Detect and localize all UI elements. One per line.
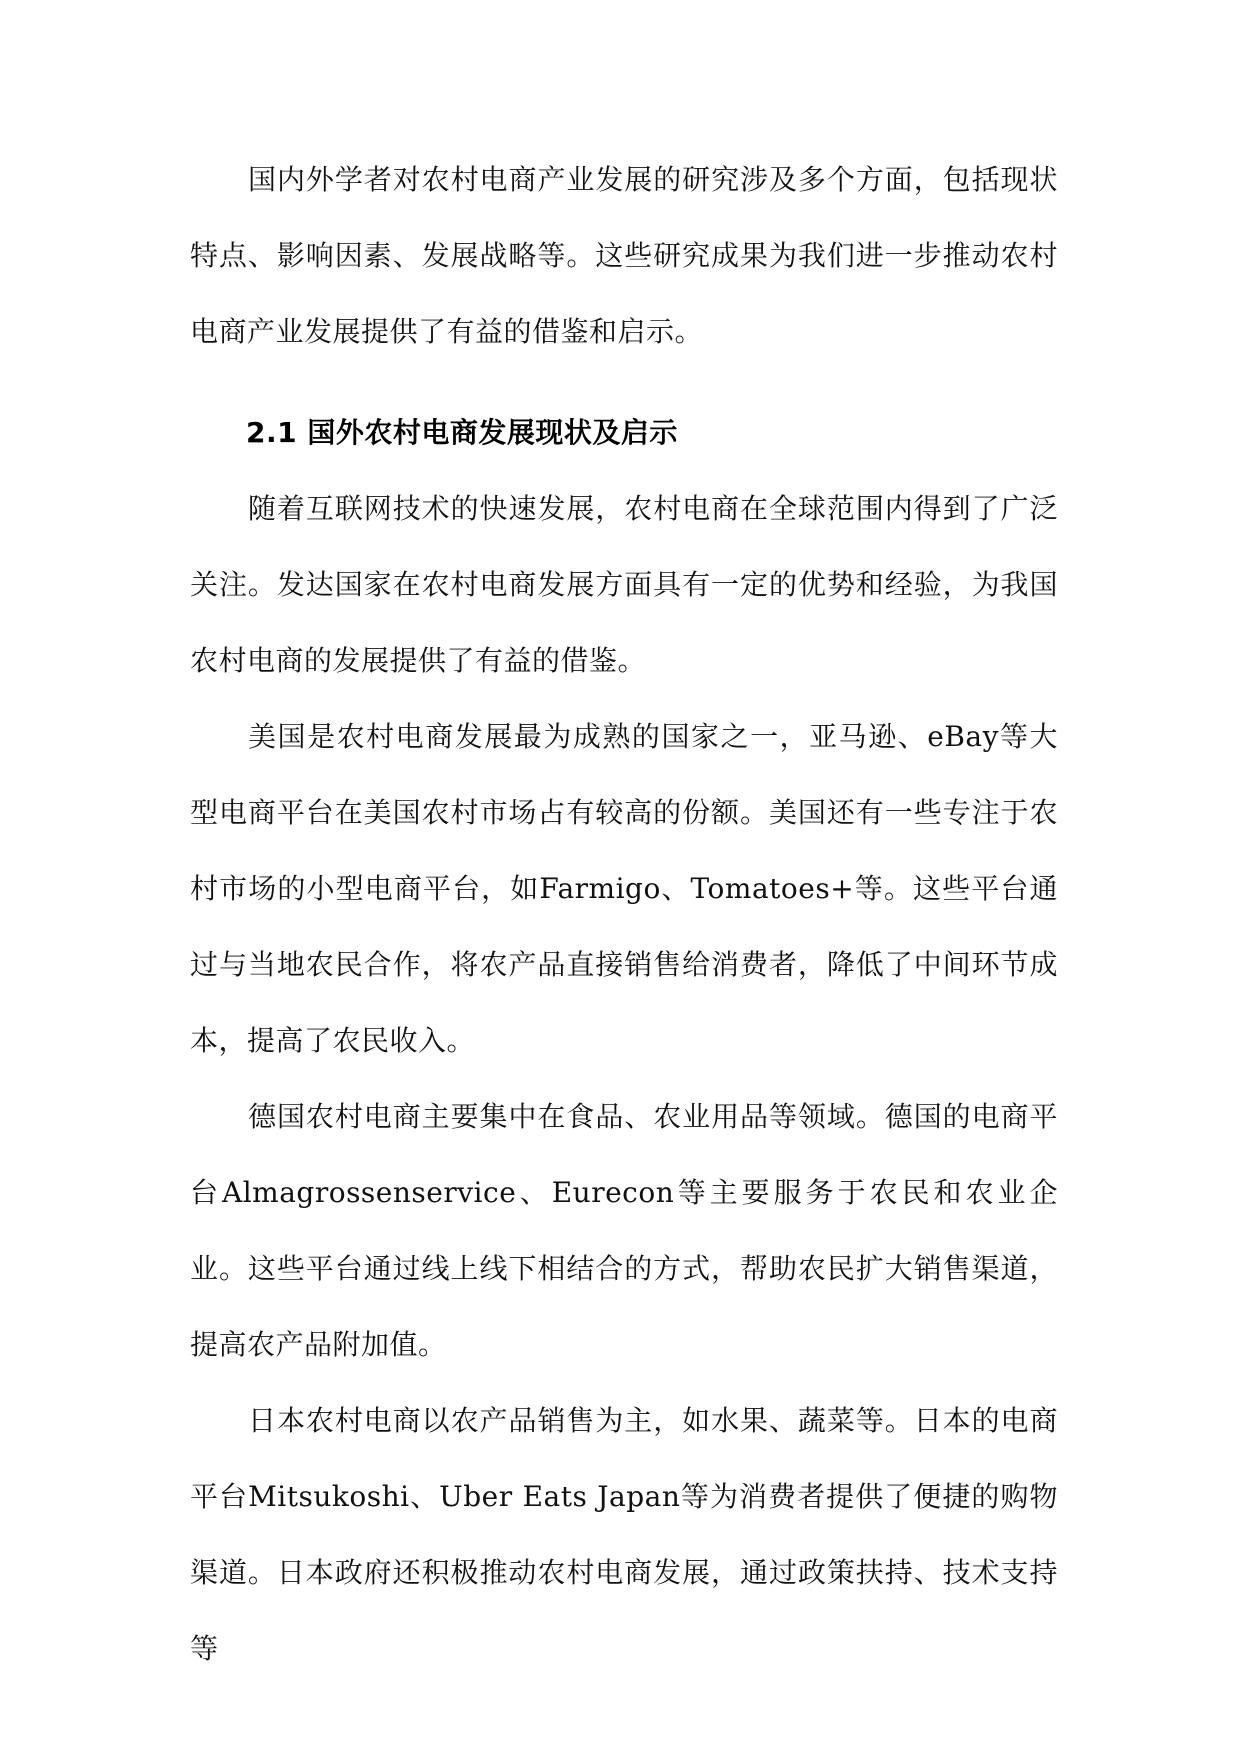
intro-paragraph: 国内外学者对农村电商产业发展的研究涉及多个方面，包括现状特点、影响因素、发展战略等。这些研究成果为我们进一步推动农村电商产业发展提供了有益的借鉴和启示。 [190, 163, 1058, 348]
document-body [190, 142, 1058, 1687]
section-heading: 2.1 国外农村电商发展现状及启示 [246, 416, 678, 449]
paragraph-japan: 日本农村电商以农产品销售为主，如水果、蔬菜等。日本的电商平台Mitsukoshi、Uber Eats Japan等为消费者提供了便捷的购物渠道。日本政府还积极推动农村电商发展，通过政策扶持、技术支持等 [190, 1404, 1058, 1665]
paragraph-germany: 德国农村电商主要集中在食品、农业用品等领域。德国的电商平台Almagrossenservice、Eurecon等主要服务于农民和农业企业。这些平台通过线上线下相结合的方式，帮助农民扩大销售渠道，提高农产品附加值。 [190, 1100, 1058, 1361]
paragraph-usa: 美国是农村电商发展最为成熟的国家之一，亚马逊、eBay等大型电商平台在美国农村市场占有较高的份额。美国还有一些专注于农村市场的小型电商平台，如Farmigo、Tomatoes+等。这些平台通过与当地农民合作，将农产品直接销售给消费者，降低了中间环节成本，提高了农民收入。 [190, 720, 1058, 1057]
paragraph-global-overview: 随着互联网技术的快速发展，农村电商在全球范围内得到了广泛关注。发达国家在农村电商发展方面具有一定的优势和经验，为我国农村电商的发展提供了有益的借鉴。 [190, 492, 1058, 677]
